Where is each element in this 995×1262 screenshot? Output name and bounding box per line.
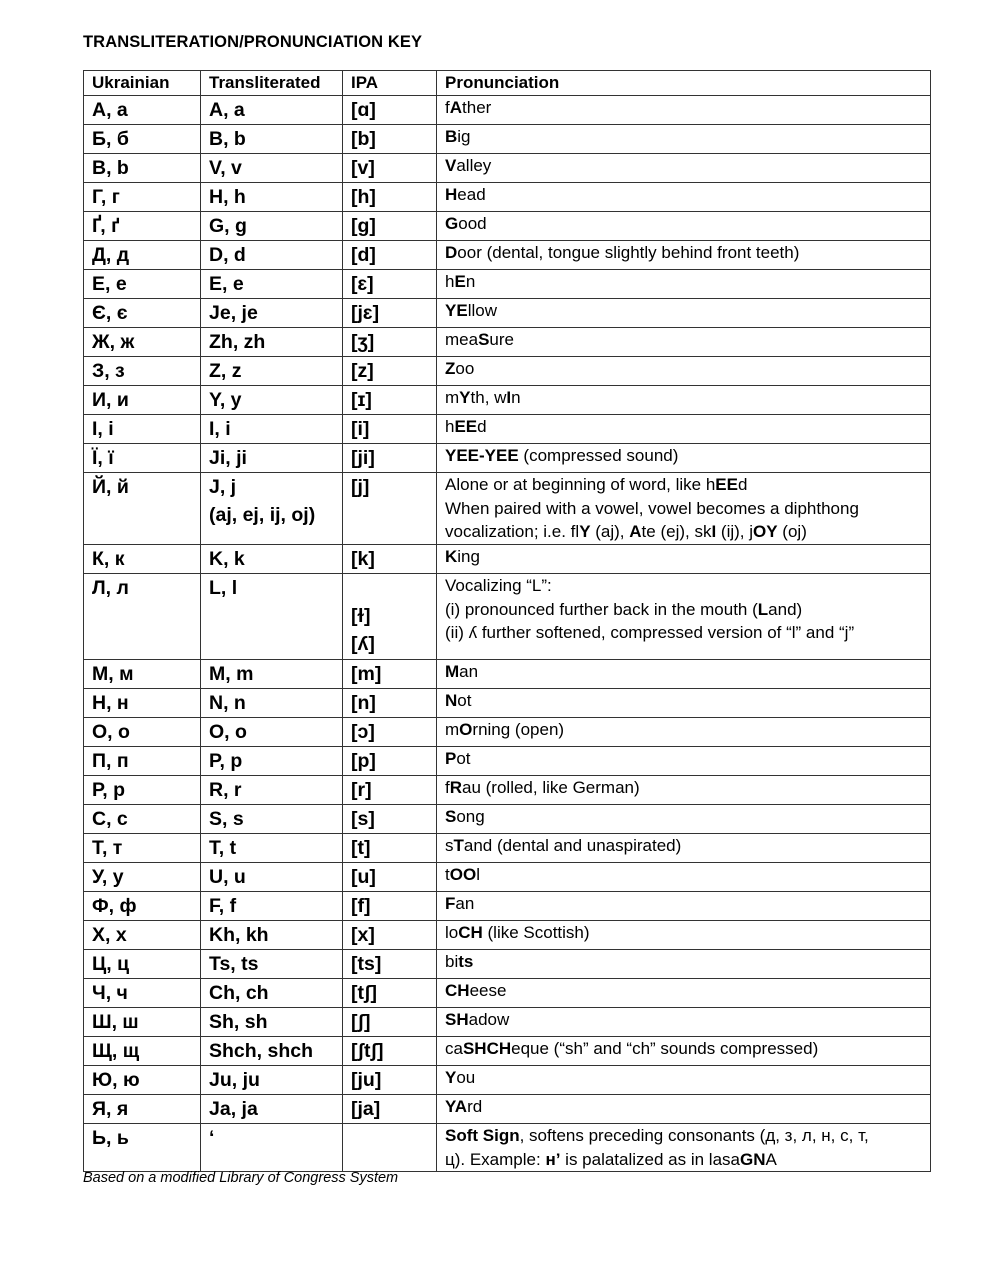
pronunciation-text: m	[445, 388, 460, 407]
cell-ipa: [t]	[343, 834, 437, 863]
pronunciation-text: ther	[462, 98, 492, 117]
cell-ipa: [ʒ]	[343, 328, 437, 357]
pronunciation-text: ot	[457, 691, 472, 710]
cell-ipa: [ja]	[343, 1095, 437, 1124]
cell-ukrainian: И, и	[84, 386, 201, 415]
pronunciation-text: and)	[768, 599, 803, 619]
cell-ipa: [k]	[343, 545, 437, 574]
table-row	[84, 386, 931, 415]
pronunciation-emphasis: I	[711, 522, 717, 541]
cell-pronunciation	[437, 718, 931, 747]
pronunciation-text: oor (dental, tongue slightly behind front teeth)	[457, 243, 800, 262]
pronunciation-text: ot	[456, 749, 471, 768]
pronunciation-text: vocalization; i.e. fl	[445, 522, 580, 541]
pronunciation-emphasis: H	[445, 185, 458, 204]
pronunciation-emphasis: O	[459, 720, 473, 739]
table-row	[84, 270, 931, 299]
pronunciation-text: d	[737, 475, 748, 494]
cell-pronunciation	[437, 660, 931, 689]
cell-pronunciation	[437, 574, 931, 660]
cell-pronunciation	[437, 834, 931, 863]
cell-ipa: [f]	[343, 892, 437, 921]
pronunciation-text: n	[465, 272, 476, 291]
pronunciation-text: m	[445, 720, 460, 739]
cell-pronunciation	[437, 1008, 931, 1037]
pronunciation-text: ц). Example:	[445, 1149, 546, 1169]
cell-transliterated: R, r	[201, 776, 343, 805]
cell-transliterated: Ji, ji	[201, 444, 343, 473]
cell-pronunciation	[437, 241, 931, 270]
cell-transliterated: Ju, ju	[201, 1066, 343, 1095]
table-row	[84, 1066, 931, 1095]
pronunciation-emphasis: Soft Sign	[445, 1126, 520, 1145]
cell-pronunciation	[437, 1066, 931, 1095]
cell-pronunciation	[437, 96, 931, 125]
cell-transliterated: Kh, kh	[201, 921, 343, 950]
cell-ukrainian: З, з	[84, 357, 201, 386]
cell-ukrainian: Ю, ю	[84, 1066, 201, 1095]
cell-transliterated: V, v	[201, 154, 343, 183]
pronunciation-line	[445, 598, 922, 622]
cell-pronunciation	[437, 328, 931, 357]
pronunciation-text: ure	[489, 330, 514, 349]
table-row	[84, 776, 931, 805]
pronunciation-emphasis: G	[445, 214, 459, 233]
cell-ukrainian: Ш, ш	[84, 1008, 201, 1037]
cell-transliterated: M, m	[201, 660, 343, 689]
pronunciation-emphasis: P	[445, 749, 457, 768]
pronunciation-emphasis: YEE-YEE	[445, 446, 519, 465]
pronunciation-text: adow	[468, 1010, 510, 1029]
pronunciation-text: t	[445, 865, 450, 884]
cell-pronunciation	[437, 747, 931, 776]
cell-ukrainian: Я, я	[84, 1095, 201, 1124]
table-row	[84, 689, 931, 718]
cell-pronunciation	[437, 444, 931, 473]
pronunciation-emphasis: T	[453, 836, 464, 855]
cell-pronunciation	[437, 270, 931, 299]
pronunciation-emphasis: ts	[458, 952, 474, 971]
table-row	[84, 1008, 931, 1037]
cell-ipa: [r]	[343, 776, 437, 805]
page-title: TRANSLITERATION/PRONUNCIATION KEY	[83, 33, 423, 51]
cell-transliterated	[201, 473, 343, 545]
cell-ipa-dark-l: [ɫ]	[351, 605, 371, 627]
pronunciation-emphasis: M	[445, 662, 460, 681]
cell-ipa: [tʃ]	[343, 979, 437, 1008]
pronunciation-emphasis: V	[445, 156, 457, 175]
cell-transliterated-diphthongs: (aj, ej, ij, oj)	[209, 504, 316, 526]
cell-ipa: [m]	[343, 660, 437, 689]
cell-transliterated: T, t	[201, 834, 343, 863]
pronunciation-text: Alone or at beginning of word, like h	[445, 475, 716, 494]
cell-ukrainian: А, а	[84, 96, 201, 125]
table-header-row	[84, 71, 931, 96]
cell-transliterated: Ts, ts	[201, 950, 343, 979]
cell-pronunciation	[437, 1124, 931, 1172]
pronunciation-text: d	[477, 417, 487, 436]
header-pronunciation: Pronunciation	[437, 71, 931, 96]
pronunciation-text: te (ej), sk	[641, 522, 712, 541]
pronunciation-text: is palatalized as in lasa	[560, 1149, 740, 1169]
cell-pronunciation	[437, 892, 931, 921]
pronunciation-text: mea	[445, 330, 479, 349]
cell-transliterated: G, g	[201, 212, 343, 241]
table-row	[84, 834, 931, 863]
pronunciation-text: an	[455, 894, 475, 913]
table-body	[84, 96, 931, 1172]
cell-ukrainian: П, п	[84, 747, 201, 776]
cell-pronunciation	[437, 863, 931, 892]
table-row	[84, 444, 931, 473]
pronunciation-text: s	[445, 836, 454, 855]
cell-pronunciation	[437, 299, 931, 328]
cell-pronunciation	[437, 545, 931, 574]
cell-ukrainian: В, b	[84, 154, 201, 183]
table-row	[84, 979, 931, 1008]
cell-transliterated: A, a	[201, 96, 343, 125]
pronunciation-emphasis: S	[445, 807, 457, 826]
cell-ukrainian: Л, л	[84, 574, 201, 660]
table-row	[84, 212, 931, 241]
pronunciation-line	[445, 520, 922, 544]
cell-ukrainian: Ї, ї	[84, 444, 201, 473]
pronunciation-line	[445, 1124, 922, 1148]
pronunciation-text: eese	[469, 981, 507, 1000]
pronunciation-text: oo	[455, 359, 475, 378]
cell-pronunciation	[437, 1037, 931, 1066]
cell-ukrainian: І, і	[84, 415, 201, 444]
pronunciation-emphasis: OY	[753, 522, 778, 541]
pronunciation-emphasis: EE	[454, 417, 478, 436]
pronunciation-text: an	[459, 662, 479, 681]
cell-ipa: [ji]	[343, 444, 437, 473]
cell-ukrainian: К, к	[84, 545, 201, 574]
pronunciation-emphasis: CH	[458, 923, 483, 942]
cell-ukrainian: Е, е	[84, 270, 201, 299]
pronunciation-text: n	[511, 388, 521, 407]
cell-pronunciation	[437, 805, 931, 834]
pronunciation-text: l	[476, 865, 480, 884]
cell-ipa: [p]	[343, 747, 437, 776]
cell-ukrainian: С, с	[84, 805, 201, 834]
header-ipa: IPA	[343, 71, 437, 96]
cell-ukrainian: Ф, ф	[84, 892, 201, 921]
table-row	[84, 718, 931, 747]
pronunciation-text: ong	[456, 807, 485, 826]
table-row	[84, 1095, 931, 1124]
pronunciation-emphasis: N	[445, 691, 458, 710]
cell-ukrainian: Н, н	[84, 689, 201, 718]
table-row	[84, 892, 931, 921]
cell-ukrainian: Д, д	[84, 241, 201, 270]
pronunciation-emphasis: F	[445, 894, 456, 913]
cell-pronunciation	[437, 979, 931, 1008]
table-row	[84, 183, 931, 212]
cell-ipa: [ɑ]	[343, 96, 437, 125]
header-ukrainian: Ukrainian	[84, 71, 201, 96]
pronunciation-emphasis: S	[478, 330, 490, 349]
pronunciation-text: llow	[467, 301, 497, 320]
cell-pronunciation	[437, 357, 931, 386]
cell-ukrainian: Є, є	[84, 299, 201, 328]
pronunciation-text: bi	[445, 952, 459, 971]
cell-ipa: [ju]	[343, 1066, 437, 1095]
cell-ipa: [h]	[343, 183, 437, 212]
pronunciation-text: (ij), j	[716, 522, 754, 541]
pronunciation-text: , softens preceding consonants (д, з, л, н, с, т,	[519, 1126, 869, 1145]
cell-pronunciation	[437, 921, 931, 950]
cell-ukrainian: Х, х	[84, 921, 201, 950]
cell-pronunciation	[437, 212, 931, 241]
cell-pronunciation	[437, 689, 931, 718]
pronunciation-line	[445, 621, 922, 645]
pronunciation-emphasis: SHCH	[462, 1039, 512, 1058]
pronunciation-text: lo	[445, 923, 459, 942]
pronunciation-emphasis: D	[445, 243, 458, 262]
cell-ipa: [u]	[343, 863, 437, 892]
cell-transliterated: Y, y	[201, 386, 343, 415]
pronunciation-emphasis: Z	[445, 359, 456, 378]
pronunciation-text: rning (open)	[472, 720, 565, 739]
pronunciation-line	[445, 473, 922, 497]
cell-ipa: [ts]	[343, 950, 437, 979]
cell-ipa: [j]	[343, 473, 437, 545]
pronunciation-text: ead	[457, 185, 486, 204]
pronunciation-emphasis: н’	[545, 1149, 561, 1169]
cell-ipa: [ɔ]	[343, 718, 437, 747]
cell-ukrainian: Ж, ж	[84, 328, 201, 357]
cell-ipa: [n]	[343, 689, 437, 718]
pronunciation-emphasis: B	[445, 127, 458, 146]
pronunciation-line	[445, 497, 922, 521]
cell-pronunciation	[437, 950, 931, 979]
cell-transliterated: U, u	[201, 863, 343, 892]
cell-ukrainian: Щ, щ	[84, 1037, 201, 1066]
pronunciation-text: ing	[457, 547, 480, 566]
pronunciation-emphasis: Y	[579, 522, 591, 541]
table-row	[84, 241, 931, 270]
pronunciation-text: ig	[457, 127, 471, 146]
cell-transliterated: Z, z	[201, 357, 343, 386]
cell-transliterated: N, n	[201, 689, 343, 718]
cell-transliterated: F, f	[201, 892, 343, 921]
cell-ipa: [ʃ]	[343, 1008, 437, 1037]
cell-ipa: [s]	[343, 805, 437, 834]
table-row	[84, 328, 931, 357]
cell-ukrainian: Ч, ч	[84, 979, 201, 1008]
pronunciation-text: A	[765, 1149, 777, 1169]
pronunciation-emphasis: GN	[739, 1149, 766, 1169]
transliteration-table	[83, 70, 931, 1172]
cell-ipa: [z]	[343, 357, 437, 386]
table-row-l	[84, 574, 931, 660]
table-row	[84, 154, 931, 183]
pronunciation-text: When paired with a vowel, vowel becomes a diphthong	[445, 498, 859, 518]
pronunciation-text: (ii)	[445, 623, 469, 642]
cell-ipa: [b]	[343, 125, 437, 154]
pronunciation-emphasis: OO	[449, 865, 477, 884]
pronunciation-text: ʎ	[468, 623, 478, 642]
cell-ukrainian: Р, р	[84, 776, 201, 805]
cell-ipa: [v]	[343, 154, 437, 183]
cell-ukrainian: О, о	[84, 718, 201, 747]
cell-ukrainian: М, м	[84, 660, 201, 689]
table-row	[84, 545, 931, 574]
cell-transliterated: H, h	[201, 183, 343, 212]
cell-ukrainian: Ґ, ґ	[84, 212, 201, 241]
cell-ipa: [x]	[343, 921, 437, 950]
pronunciation-line	[445, 1148, 922, 1172]
cell-transliterated: Shch, shch	[201, 1037, 343, 1066]
cell-ukrainian: У, у	[84, 863, 201, 892]
table-row	[84, 805, 931, 834]
table-row-soft-sign	[84, 1124, 931, 1172]
header-transliterated: Transliterated	[201, 71, 343, 96]
pronunciation-text: (compressed sound)	[518, 446, 679, 465]
cell-transliterated: K, k	[201, 545, 343, 574]
pronunciation-text: (i) pronounced further back in the mouth (	[445, 599, 758, 619]
pronunciation-text: f	[445, 98, 450, 117]
cell-ipa: [i]	[343, 415, 437, 444]
cell-ukrainian: Й, й	[84, 473, 201, 545]
cell-transliterated: Sh, sh	[201, 1008, 343, 1037]
table-row	[84, 125, 931, 154]
table-row	[84, 950, 931, 979]
table-row	[84, 921, 931, 950]
cell-pronunciation	[437, 776, 931, 805]
cell-ipa	[343, 574, 437, 660]
cell-ukrainian: Ц, ц	[84, 950, 201, 979]
cell-transliterated-main: J, j	[209, 476, 237, 498]
pronunciation-emphasis: EE	[715, 475, 738, 494]
table-row	[84, 660, 931, 689]
pronunciation-text: eque (“sh” and “ch” sounds compressed)	[511, 1039, 819, 1058]
pronunciation-line	[445, 574, 922, 598]
cell-pronunciation	[437, 125, 931, 154]
pronunciation-emphasis: I	[506, 388, 512, 407]
pronunciation-text: (oj)	[777, 522, 807, 541]
pronunciation-text: alley	[456, 156, 492, 175]
cell-ipa: [ɪ]	[343, 386, 437, 415]
pronunciation-text: and (dental and unaspirated)	[463, 836, 682, 855]
cell-transliterated: B, b	[201, 125, 343, 154]
pronunciation-emphasis: Y	[445, 1068, 457, 1087]
pronunciation-emphasis: A	[629, 522, 642, 541]
pronunciation-text: ou	[456, 1068, 476, 1087]
cell-pronunciation	[437, 1095, 931, 1124]
pronunciation-text: further softened, compressed version of “l” and “j”	[477, 623, 855, 642]
pronunciation-emphasis: K	[445, 547, 458, 566]
pronunciation-text: f	[445, 778, 450, 797]
table-row	[84, 96, 931, 125]
pronunciation-text: th, w	[470, 388, 507, 407]
pronunciation-emphasis: L	[757, 599, 769, 619]
cell-transliterated: O, o	[201, 718, 343, 747]
cell-ukrainian: Ь, ь	[84, 1124, 201, 1172]
cell-transliterated: ‘	[201, 1124, 343, 1172]
pronunciation-text: ca	[445, 1039, 463, 1058]
cell-pronunciation	[437, 415, 931, 444]
cell-ukrainian: Г, г	[84, 183, 201, 212]
cell-transliterated: S, s	[201, 805, 343, 834]
cell-transliterated: Zh, zh	[201, 328, 343, 357]
pronunciation-emphasis: R	[449, 778, 463, 797]
cell-transliterated: Ja, ja	[201, 1095, 343, 1124]
cell-ipa: [ʃtʃ]	[343, 1037, 437, 1066]
cell-pronunciation	[437, 386, 931, 415]
pronunciation-text: (like Scottish)	[482, 923, 590, 942]
cell-ipa: [jɛ]	[343, 299, 437, 328]
cell-ukrainian: Б, б	[84, 125, 201, 154]
cell-pronunciation	[437, 154, 931, 183]
pronunciation-emphasis: E	[454, 272, 466, 291]
pronunciation-text: (aj),	[590, 522, 630, 541]
footer-note: Based on a modified Library of Congress System	[83, 1170, 399, 1186]
pronunciation-text: ood	[458, 214, 487, 233]
pronunciation-text: rd	[467, 1097, 483, 1116]
cell-ipa: [g]	[343, 212, 437, 241]
cell-ipa	[343, 1124, 437, 1172]
cell-transliterated: L, l	[201, 574, 343, 660]
table-row	[84, 415, 931, 444]
cell-transliterated: Je, je	[201, 299, 343, 328]
table-row	[84, 863, 931, 892]
table-row-j	[84, 473, 931, 545]
table-row	[84, 299, 931, 328]
table-row	[84, 357, 931, 386]
pronunciation-text: h	[445, 417, 455, 436]
pronunciation-emphasis: Y	[459, 388, 471, 407]
cell-transliterated: E, e	[201, 270, 343, 299]
cell-ipa: [d]	[343, 241, 437, 270]
pronunciation-text: au (rolled, like German)	[462, 778, 640, 797]
cell-transliterated: D, d	[201, 241, 343, 270]
pronunciation-emphasis: A	[449, 98, 463, 117]
cell-ukrainian: Т, т	[84, 834, 201, 863]
cell-transliterated: P, p	[201, 747, 343, 776]
pronunciation-emphasis: YA	[445, 1097, 468, 1116]
cell-pronunciation	[437, 473, 931, 545]
table-row	[84, 1037, 931, 1066]
pronunciation-emphasis: CH	[445, 981, 470, 1000]
cell-transliterated: Ch, ch	[201, 979, 343, 1008]
cell-pronunciation	[437, 183, 931, 212]
pronunciation-text: h	[445, 272, 455, 291]
pronunciation-emphasis: SH	[445, 1010, 469, 1029]
table-row	[84, 747, 931, 776]
cell-ipa-palatal-l: [ʎ]	[351, 633, 375, 655]
cell-transliterated: I, i	[201, 415, 343, 444]
pronunciation-text: Vocalizing “L”:	[445, 576, 552, 595]
cell-ipa: [ɛ]	[343, 270, 437, 299]
pronunciation-emphasis: YE	[445, 301, 468, 320]
